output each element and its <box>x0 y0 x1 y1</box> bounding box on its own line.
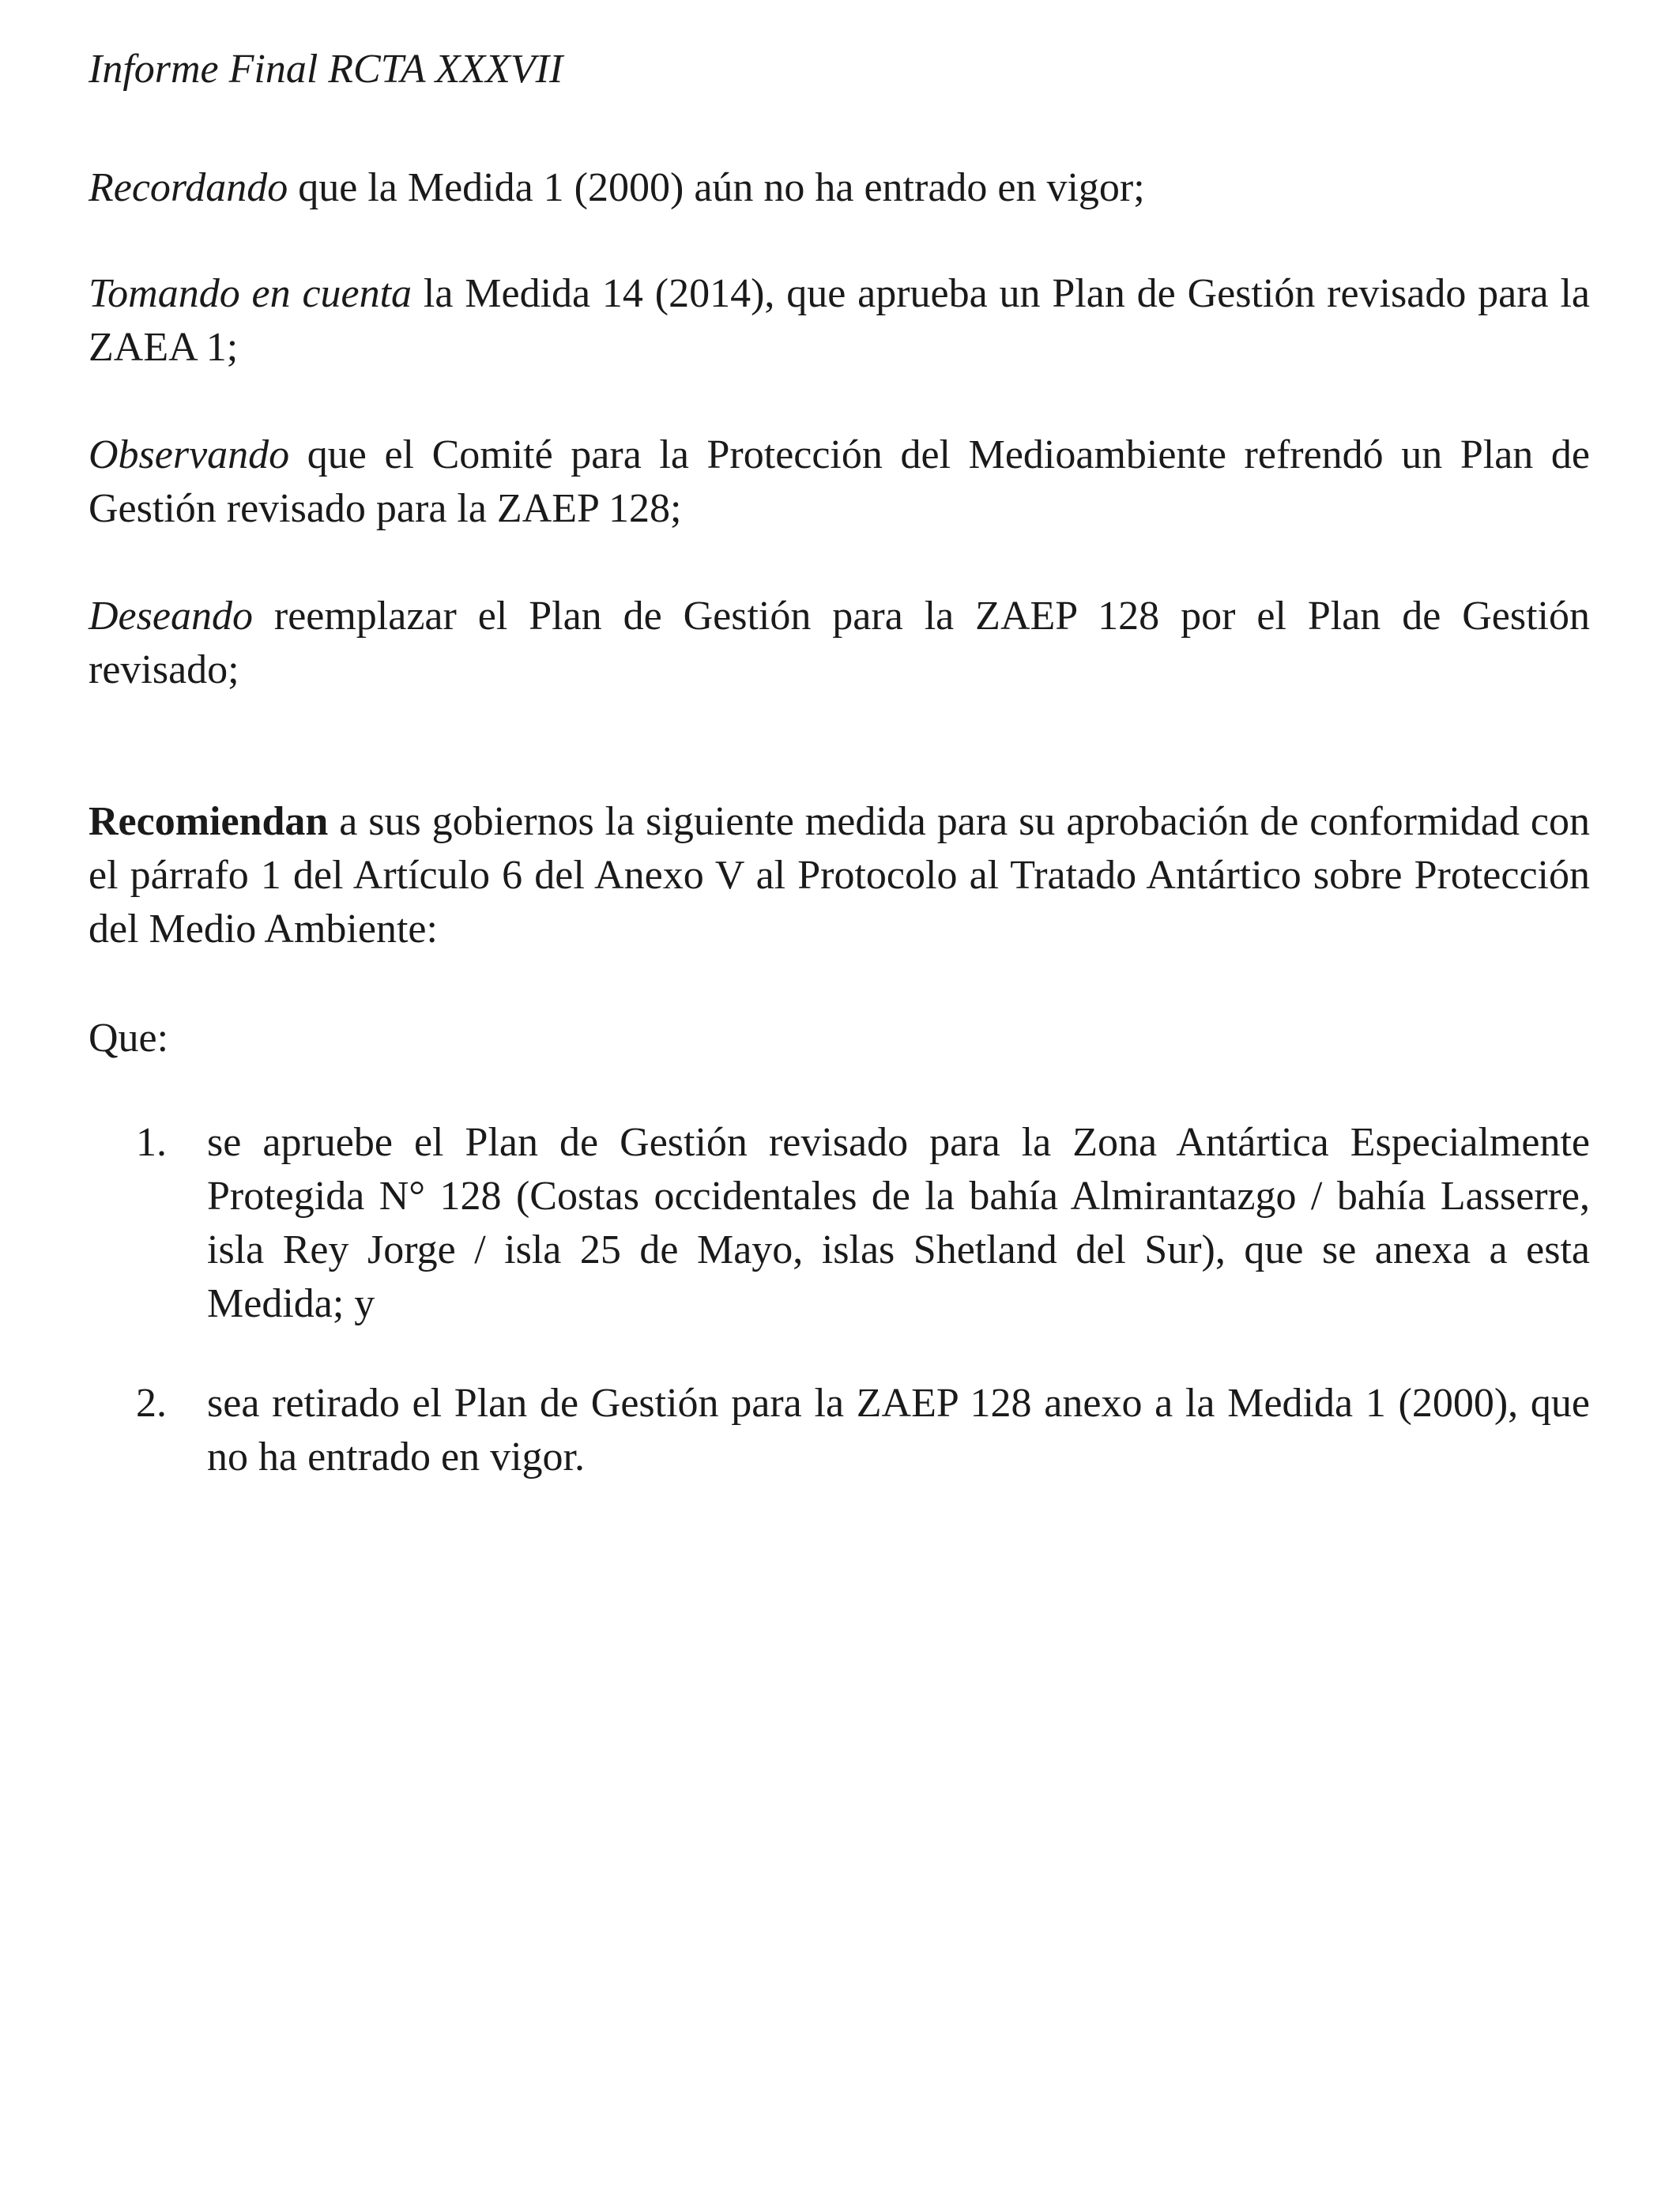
recommend-paragraph <box>89 795 1590 956</box>
preamble-text: la Medida 14 (2014), que aprueba un Plan de Gestión revisado para la ZAEA 1; <box>89 271 1590 370</box>
preamble-text: reemplazar el Plan de Gestión para la ZAEP 128 por el Plan de Gestión revisado; <box>89 594 1590 692</box>
recommend-text: a sus gobiernos la siguiente medida para su aprobación de conformidad con el párrafo 1 del Artículo 6 del Anexo V al Protocolo al Tratado Antártico sobre Protección del Medio Ambiente: <box>89 799 1590 952</box>
preamble-text: que la Medida 1 (2000) aún no ha entrado en vigor; <box>288 165 1145 210</box>
preamble-recordando <box>89 161 1590 215</box>
list-item-number: 1. <box>136 1120 167 1165</box>
list-item-text: se apruebe el Plan de Gestión revisado para la Zona Antártica Especialmente Protegida N° 128 (Costas occidentales de la bahía Almirantazgo / bahía Lasserre, isla Rey Jorge / isla 25 de Mayo, islas Shetland del Sur), que se anexa a esta Medida; y <box>207 1120 1590 1326</box>
list-item-text: sea retirado el Plan de Gestión para la ZAEP 128 anexo a la Medida 1 (2000), que no ha entrado en vigor. <box>207 1381 1590 1480</box>
preamble-tomando <box>89 267 1590 375</box>
recommend-lead: Recomiendan <box>89 799 329 844</box>
preamble-observando <box>89 428 1590 536</box>
preamble-lead: Recordando <box>89 165 288 210</box>
preamble-lead: Deseando <box>89 594 253 639</box>
que-label: Que: <box>89 1016 169 1061</box>
preamble-lead: Observando <box>89 432 290 477</box>
preamble-deseando <box>89 590 1590 697</box>
list-item-number: 2. <box>136 1381 167 1426</box>
running-header: Informe Final RCTA XXXVII <box>89 47 563 92</box>
preamble-text: que el Comité para la Protección del Medioambiente refrendó un Plan de Gestión revisado para la ZAEP 128; <box>89 432 1590 531</box>
preamble-lead: Tomando en cuenta <box>89 271 412 316</box>
